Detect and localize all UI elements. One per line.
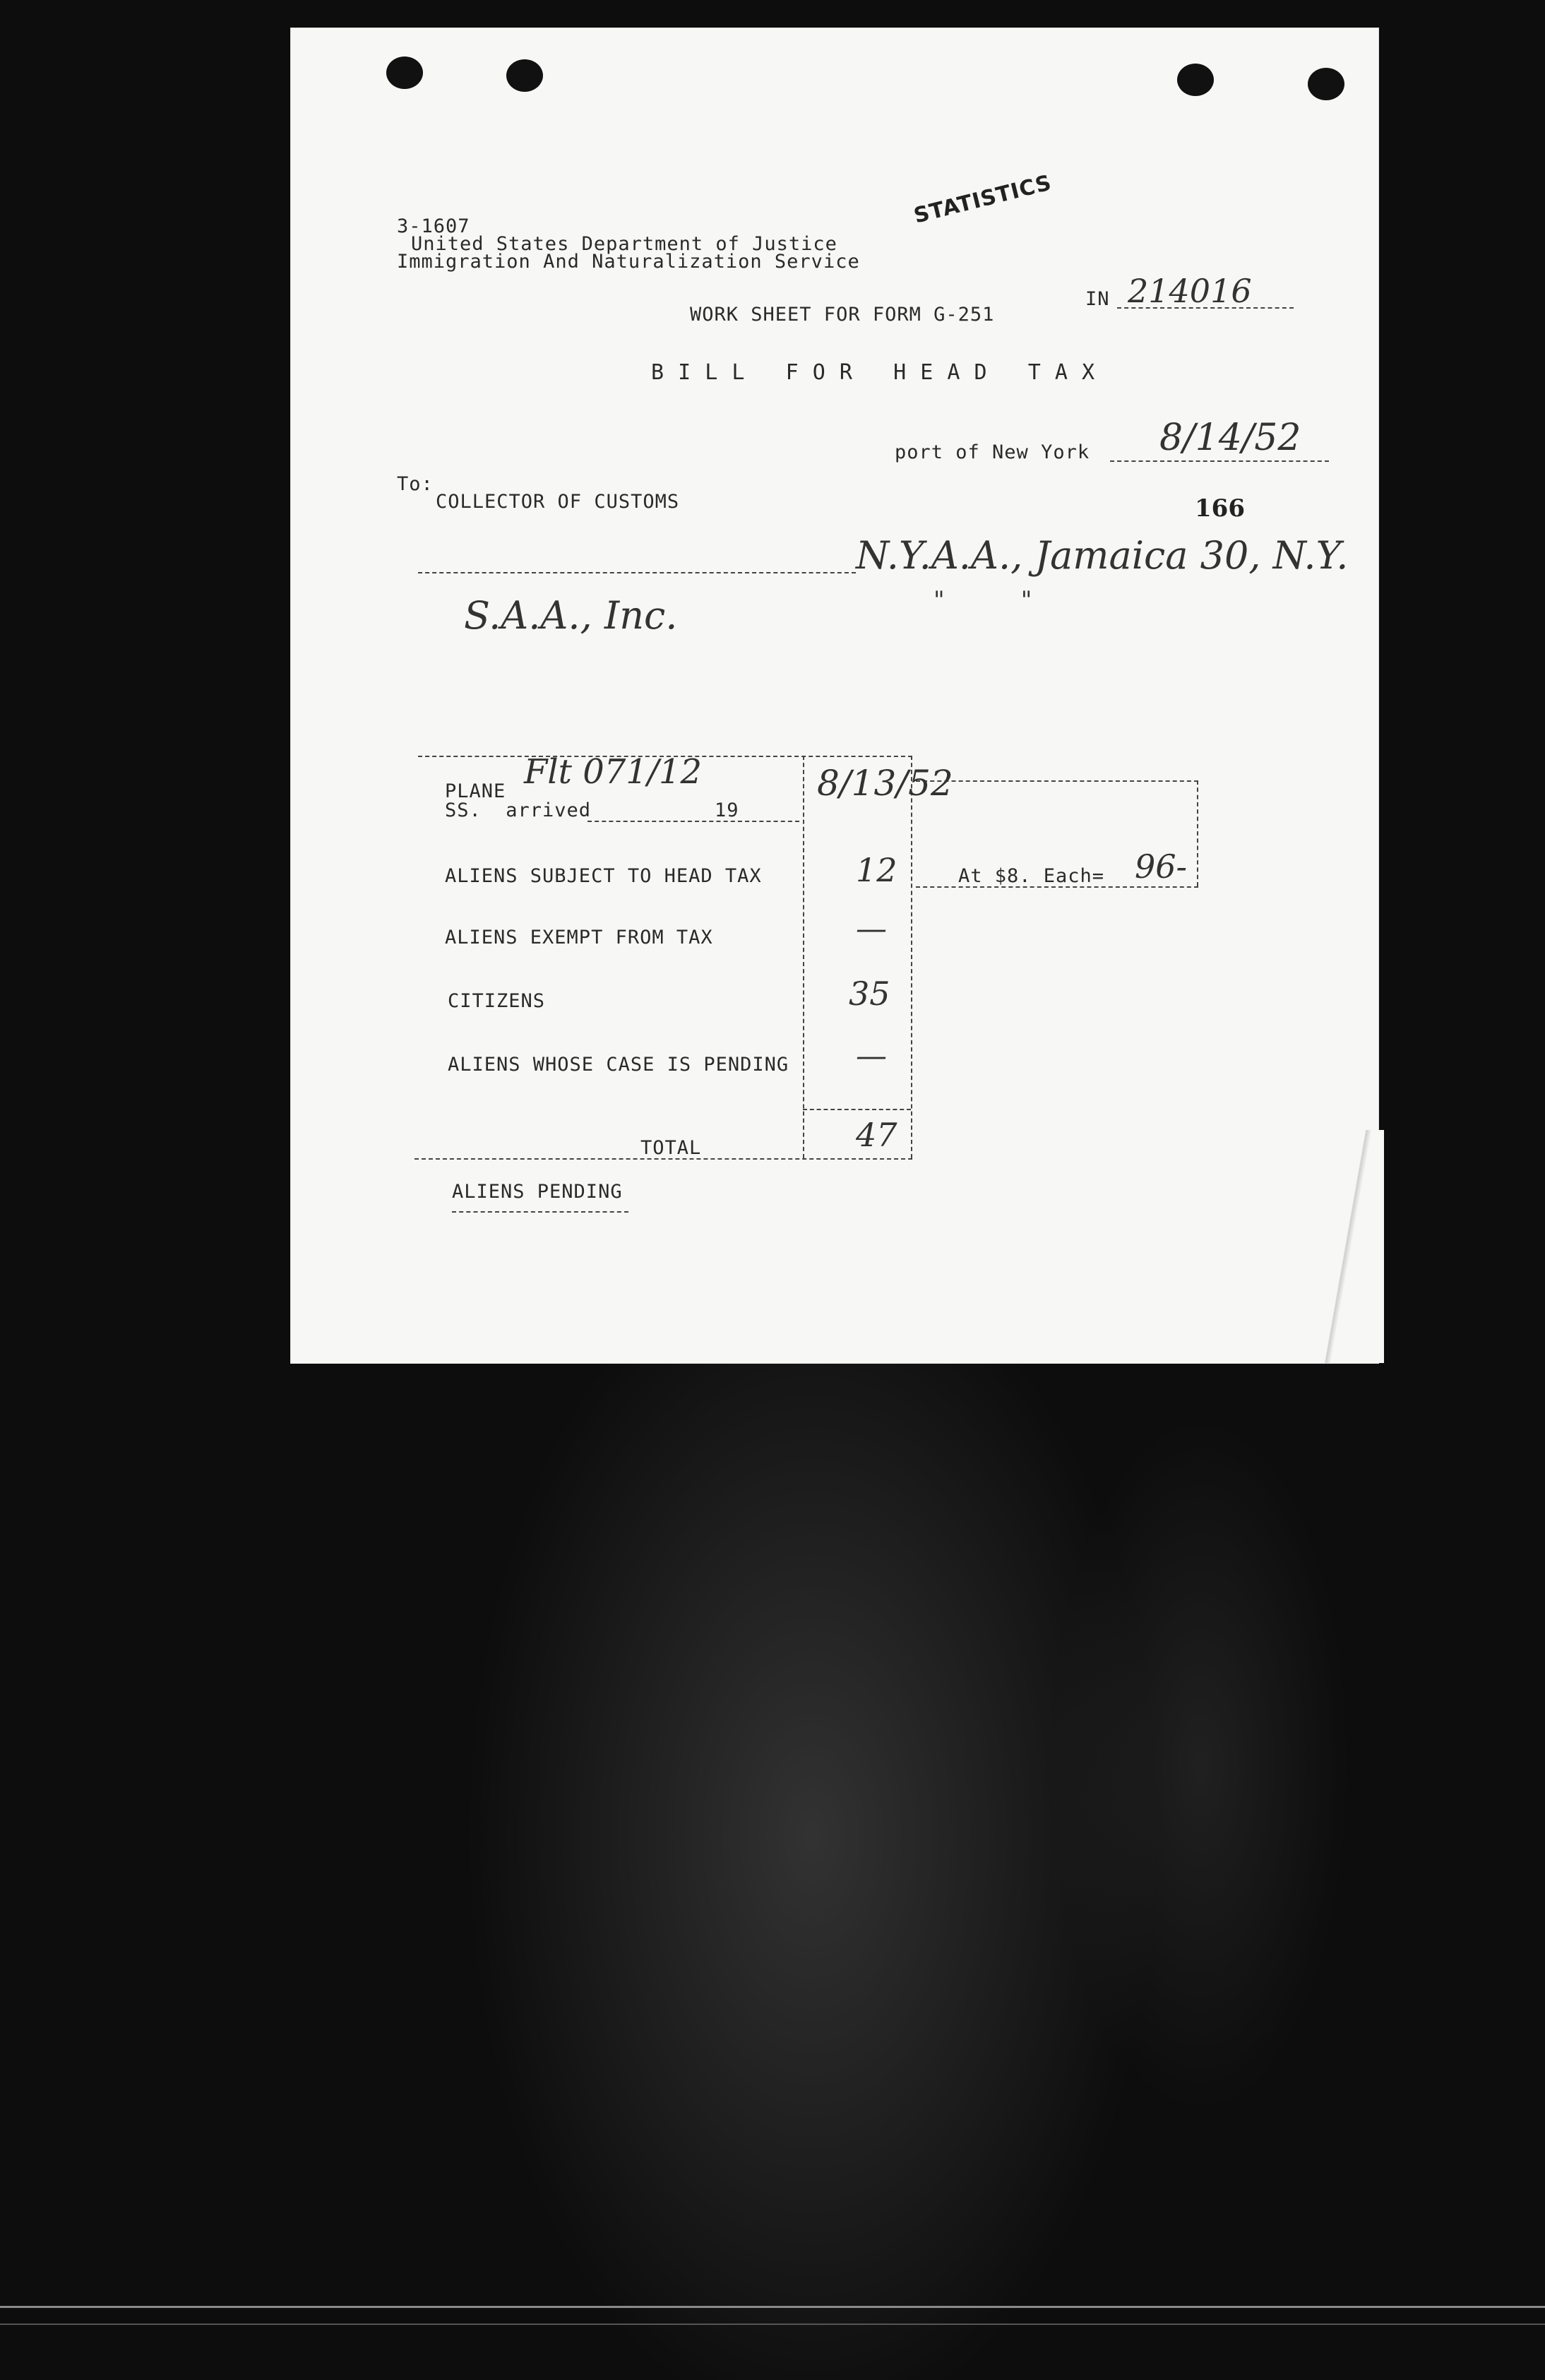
- rate-label: At $8. Each=: [958, 865, 1105, 887]
- row-label-subject: ALIENS SUBJECT TO HEAD TAX: [445, 865, 762, 887]
- worksheet-title: WORK SHEET FOR FORM G-251: [690, 304, 995, 326]
- punch-hole-icon: [506, 59, 543, 92]
- total-top-border: [803, 1109, 911, 1110]
- row-value-exempt: —: [856, 911, 887, 947]
- in-label: IN: [1085, 288, 1110, 310]
- sheet-number: 166: [1195, 494, 1245, 523]
- punch-hole-icon: [1177, 64, 1214, 96]
- year-prefix: 19: [715, 799, 739, 821]
- ss-arrived-label: SS. arrived: [445, 799, 592, 821]
- table-value-left-border: [803, 756, 804, 1158]
- form-number: 3-1607: [397, 215, 470, 237]
- port-label: port of New York: [895, 441, 1090, 463]
- row-value-pending: —: [856, 1038, 887, 1074]
- port-date-line: [1110, 460, 1329, 462]
- aliens-pending-label: ALIENS PENDING: [452, 1181, 623, 1203]
- plane-value: Flt 071/12: [524, 752, 703, 792]
- bill-title: B I L L F O R H E A D T A X: [651, 360, 1096, 385]
- scanner-edge-line: [0, 2306, 1545, 2308]
- row-value-subject: 12: [856, 851, 897, 889]
- rate-value: 96-: [1135, 847, 1188, 886]
- row-label-exempt: ALIENS EXEMPT FROM TAX: [445, 927, 713, 948]
- rate-box-top: [916, 780, 1198, 782]
- statistics-stamp: STATISTICS: [911, 170, 1054, 229]
- addressee-line1: N.Y.A.A., Jamaica 30, N.Y.: [856, 533, 1349, 578]
- to-label: To:: [397, 473, 434, 495]
- document-page: [291, 28, 1378, 1363]
- arrival-date: 8/13/52: [817, 763, 953, 804]
- page-fold-corner: [1292, 1130, 1384, 1363]
- in-number: 214016: [1128, 272, 1252, 310]
- collector-name: COLLECTOR OF CUSTOMS: [436, 491, 680, 513]
- department-name: United States Department of Justice: [411, 233, 837, 255]
- row-label-citizens: CITIZENS: [448, 990, 546, 1012]
- punch-hole-icon: [1308, 68, 1344, 100]
- row-value-citizens: 35: [849, 975, 890, 1013]
- row-label-pending: ALIENS WHOSE CASE IS PENDING: [448, 1054, 789, 1076]
- arrived-line: [587, 821, 799, 822]
- total-value: 47: [856, 1116, 897, 1154]
- addressee-line: [418, 572, 856, 573]
- punch-hole-icon: [386, 56, 423, 89]
- port-date: 8/14/52: [1159, 417, 1301, 459]
- addressee-ditto: " ": [933, 586, 1032, 614]
- total-label: TOTAL: [640, 1137, 702, 1159]
- table-value-right-border: [911, 756, 912, 1158]
- addressee-line2: S.A.A., Inc.: [464, 593, 678, 638]
- aliens-pending-line: [452, 1211, 628, 1213]
- plane-label: PLANE: [445, 780, 506, 802]
- scanner-edge-line: [0, 2324, 1545, 2325]
- rate-box-right: [1197, 780, 1198, 886]
- service-name: Immigration And Naturalization Service: [397, 251, 860, 273]
